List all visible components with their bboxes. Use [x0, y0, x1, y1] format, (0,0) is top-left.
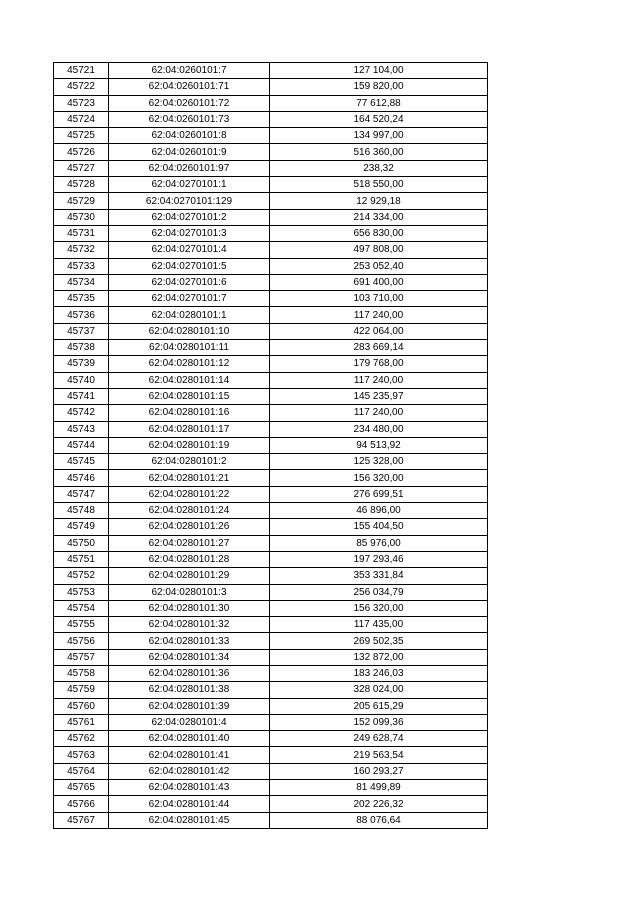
cadastral-value-cell: 94 513,92	[270, 437, 488, 453]
cadastral-value-cell: 77 612,88	[270, 95, 488, 111]
row-number-cell: 45753	[54, 584, 109, 600]
row-number-cell: 45751	[54, 551, 109, 567]
row-number-cell: 45749	[54, 519, 109, 535]
cadastral-value-cell: 497 808,00	[270, 242, 488, 258]
cadastral-value-cell: 152 099,36	[270, 714, 488, 730]
cadastral-value-cell: 249 628,74	[270, 731, 488, 747]
table-row	[54, 128, 488, 144]
cadastral-value-cell: 518 550,00	[270, 177, 488, 193]
cadastral-value-cell: 328 024,00	[270, 682, 488, 698]
row-number-cell: 45738	[54, 340, 109, 356]
table-row	[54, 780, 488, 796]
cadastral-number-cell: 62:04:0280101:32	[109, 617, 270, 633]
row-number-cell: 45757	[54, 649, 109, 665]
cadastral-number-cell: 62:04:0280101:39	[109, 698, 270, 714]
table-row	[54, 551, 488, 567]
table-row	[54, 372, 488, 388]
row-number-cell: 45744	[54, 437, 109, 453]
cadastral-number-cell: 62:04:0280101:4	[109, 714, 270, 730]
table-row	[54, 274, 488, 290]
table-row	[54, 584, 488, 600]
table-row	[54, 568, 488, 584]
cadastral-number-cell: 62:04:0270101:129	[109, 193, 270, 209]
cadastral-value-cell: 155 404,50	[270, 519, 488, 535]
cadastral-number-cell: 62:04:0270101:5	[109, 258, 270, 274]
row-number-cell: 45735	[54, 291, 109, 307]
row-number-cell: 45730	[54, 209, 109, 225]
cadastral-value-cell: 12 929,18	[270, 193, 488, 209]
row-number-cell: 45721	[54, 63, 109, 79]
row-number-cell: 45759	[54, 682, 109, 698]
cadastral-value-cell: 125 328,00	[270, 454, 488, 470]
table-row	[54, 763, 488, 779]
cadastral-value-cell: 256 034,79	[270, 584, 488, 600]
cadastral-number-cell: 62:04:0280101:40	[109, 731, 270, 747]
table-row	[54, 79, 488, 95]
cadastral-number-cell: 62:04:0280101:16	[109, 405, 270, 421]
row-number-cell: 45766	[54, 796, 109, 812]
cadastral-number-cell: 62:04:0280101:10	[109, 323, 270, 339]
row-number-cell: 45737	[54, 323, 109, 339]
row-number-cell: 45763	[54, 747, 109, 763]
row-number-cell: 45743	[54, 421, 109, 437]
table-row	[54, 421, 488, 437]
row-number-cell: 45728	[54, 177, 109, 193]
row-number-cell: 45733	[54, 258, 109, 274]
cadastral-number-cell: 62:04:0260101:73	[109, 111, 270, 127]
cadastral-number-cell: 62:04:0280101:14	[109, 372, 270, 388]
cadastral-number-cell: 62:04:0280101:2	[109, 454, 270, 470]
cadastral-number-cell: 62:04:0270101:1	[109, 177, 270, 193]
table-row	[54, 731, 488, 747]
cadastral-number-cell: 62:04:0280101:27	[109, 535, 270, 551]
table-row	[54, 323, 488, 339]
table-row	[54, 95, 488, 111]
cadastral-number-cell: 62:04:0260101:9	[109, 144, 270, 160]
cadastral-number-cell: 62:04:0280101:15	[109, 388, 270, 404]
table-row	[54, 225, 488, 241]
table-row	[54, 242, 488, 258]
table-row	[54, 193, 488, 209]
cadastral-number-cell: 62:04:0270101:2	[109, 209, 270, 225]
cadastral-value-cell: 88 076,64	[270, 812, 488, 828]
cadastral-value-cell: 353 331,84	[270, 568, 488, 584]
table-row	[54, 649, 488, 665]
table-row	[54, 633, 488, 649]
row-number-cell: 45726	[54, 144, 109, 160]
cadastral-value-cell: 253 052,40	[270, 258, 488, 274]
cadastral-value-cell: 160 293,27	[270, 763, 488, 779]
row-number-cell: 45758	[54, 665, 109, 681]
table-row	[54, 291, 488, 307]
table-row	[54, 519, 488, 535]
cadastral-number-cell: 62:04:0280101:12	[109, 356, 270, 372]
row-number-cell: 45745	[54, 454, 109, 470]
cadastral-value-cell: 46 896,00	[270, 503, 488, 519]
row-number-cell: 45755	[54, 617, 109, 633]
cadastral-number-cell: 62:04:0280101:29	[109, 568, 270, 584]
cadastral-value-cell: 219 563,54	[270, 747, 488, 763]
row-number-cell: 45734	[54, 274, 109, 290]
cadastral-number-cell: 62:04:0280101:19	[109, 437, 270, 453]
cadastral-value-cell: 202 226,32	[270, 796, 488, 812]
table-row	[54, 470, 488, 486]
cadastral-number-cell: 62:04:0280101:21	[109, 470, 270, 486]
cadastral-number-cell: 62:04:0280101:17	[109, 421, 270, 437]
table-row	[54, 209, 488, 225]
cadastral-number-cell: 62:04:0270101:6	[109, 274, 270, 290]
cadastral-value-cell: 269 502,35	[270, 633, 488, 649]
row-number-cell: 45765	[54, 780, 109, 796]
table-row	[54, 437, 488, 453]
table-row	[54, 617, 488, 633]
cadastral-value-cell: 205 615,29	[270, 698, 488, 714]
row-number-cell: 45747	[54, 486, 109, 502]
cadastral-value-cell: 238,32	[270, 160, 488, 176]
table-row	[54, 340, 488, 356]
cadastral-value-cell: 422 064,00	[270, 323, 488, 339]
cadastral-number-cell: 62:04:0260101:71	[109, 79, 270, 95]
row-number-cell: 45723	[54, 95, 109, 111]
cadastral-number-cell: 62:04:0280101:36	[109, 665, 270, 681]
cadastral-value-cell: 156 320,00	[270, 470, 488, 486]
cadastral-value-cell: 117 240,00	[270, 405, 488, 421]
cadastral-number-cell: 62:04:0270101:3	[109, 225, 270, 241]
table-row	[54, 665, 488, 681]
cadastral-number-cell: 62:04:0280101:28	[109, 551, 270, 567]
cadastral-number-cell: 62:04:0280101:11	[109, 340, 270, 356]
row-number-cell: 45761	[54, 714, 109, 730]
cadastral-number-cell: 62:04:0280101:30	[109, 600, 270, 616]
table-row	[54, 698, 488, 714]
table-row	[54, 812, 488, 828]
table-row	[54, 747, 488, 763]
cadastral-value-cell: 145 235,97	[270, 388, 488, 404]
row-number-cell: 45729	[54, 193, 109, 209]
cadastral-number-cell: 62:04:0280101:34	[109, 649, 270, 665]
row-number-cell: 45725	[54, 128, 109, 144]
cadastral-value-cell: 117 435,00	[270, 617, 488, 633]
cadastral-value-cell: 183 246,03	[270, 665, 488, 681]
table-body	[54, 63, 488, 829]
table-row	[54, 405, 488, 421]
cadastral-value-cell: 117 240,00	[270, 372, 488, 388]
cadastral-number-cell: 62:04:0260101:8	[109, 128, 270, 144]
cadastral-value-cell: 656 830,00	[270, 225, 488, 241]
cadastral-value-cell: 127 104,00	[270, 63, 488, 79]
row-number-cell: 45754	[54, 600, 109, 616]
table-row	[54, 111, 488, 127]
cadastral-value-cell: 164 520,24	[270, 111, 488, 127]
cadastral-value-cell: 134 997,00	[270, 128, 488, 144]
cadastral-value-cell: 156 320,00	[270, 600, 488, 616]
cadastral-number-cell: 62:04:0280101:26	[109, 519, 270, 535]
cadastral-value-cell: 159 820,00	[270, 79, 488, 95]
table-row	[54, 503, 488, 519]
table-row	[54, 307, 488, 323]
table-row	[54, 454, 488, 470]
row-number-cell: 45739	[54, 356, 109, 372]
row-number-cell: 45756	[54, 633, 109, 649]
table-row	[54, 258, 488, 274]
row-number-cell: 45748	[54, 503, 109, 519]
table-row	[54, 160, 488, 176]
cadastral-number-cell: 62:04:0280101:43	[109, 780, 270, 796]
cadastral-value-cell: 179 768,00	[270, 356, 488, 372]
row-number-cell: 45724	[54, 111, 109, 127]
cadastral-number-cell: 62:04:0280101:24	[109, 503, 270, 519]
cadastral-value-cell: 197 293,46	[270, 551, 488, 567]
row-number-cell: 45767	[54, 812, 109, 828]
cadastral-value-cell: 117 240,00	[270, 307, 488, 323]
cadastral-number-cell: 62:04:0280101:45	[109, 812, 270, 828]
cadastral-value-cell: 214 334,00	[270, 209, 488, 225]
row-number-cell: 45727	[54, 160, 109, 176]
row-number-cell: 45731	[54, 225, 109, 241]
cadastral-number-cell: 62:04:0260101:7	[109, 63, 270, 79]
cadastral-number-cell: 62:04:0260101:97	[109, 160, 270, 176]
cadastral-value-cell: 132 872,00	[270, 649, 488, 665]
cadastral-number-cell: 62:04:0280101:41	[109, 747, 270, 763]
table-row	[54, 600, 488, 616]
table-row	[54, 63, 488, 79]
table-row	[54, 535, 488, 551]
row-number-cell: 45760	[54, 698, 109, 714]
row-number-cell: 45741	[54, 388, 109, 404]
cadastral-number-cell: 62:04:0280101:38	[109, 682, 270, 698]
table-row	[54, 682, 488, 698]
row-number-cell: 45742	[54, 405, 109, 421]
cadastral-number-cell: 62:04:0280101:3	[109, 584, 270, 600]
table-row	[54, 796, 488, 812]
cadastral-value-table	[53, 62, 488, 829]
cadastral-value-cell: 283 669,14	[270, 340, 488, 356]
table-row	[54, 714, 488, 730]
cadastral-number-cell: 62:04:0260101:72	[109, 95, 270, 111]
row-number-cell: 45736	[54, 307, 109, 323]
table-row	[54, 144, 488, 160]
row-number-cell: 45762	[54, 731, 109, 747]
table-row	[54, 486, 488, 502]
row-number-cell: 45722	[54, 79, 109, 95]
row-number-cell: 45740	[54, 372, 109, 388]
row-number-cell: 45764	[54, 763, 109, 779]
cadastral-number-cell: 62:04:0280101:33	[109, 633, 270, 649]
cadastral-number-cell: 62:04:0280101:42	[109, 763, 270, 779]
cadastral-number-cell: 62:04:0270101:4	[109, 242, 270, 258]
row-number-cell: 45750	[54, 535, 109, 551]
cadastral-value-cell: 103 710,00	[270, 291, 488, 307]
table-row	[54, 388, 488, 404]
row-number-cell: 45732	[54, 242, 109, 258]
cadastral-value-cell: 276 699,51	[270, 486, 488, 502]
row-number-cell: 45746	[54, 470, 109, 486]
table-row	[54, 177, 488, 193]
cadastral-value-cell: 691 400,00	[270, 274, 488, 290]
cadastral-value-cell: 234 480,00	[270, 421, 488, 437]
cadastral-number-cell: 62:04:0280101:22	[109, 486, 270, 502]
cadastral-number-cell: 62:04:0280101:44	[109, 796, 270, 812]
cadastral-value-cell: 85 976,00	[270, 535, 488, 551]
cadastral-number-cell: 62:04:0270101:7	[109, 291, 270, 307]
cadastral-value-cell: 516 360,00	[270, 144, 488, 160]
cadastral-value-cell: 81 499,89	[270, 780, 488, 796]
cadastral-number-cell: 62:04:0280101:1	[109, 307, 270, 323]
row-number-cell: 45752	[54, 568, 109, 584]
table-row	[54, 356, 488, 372]
